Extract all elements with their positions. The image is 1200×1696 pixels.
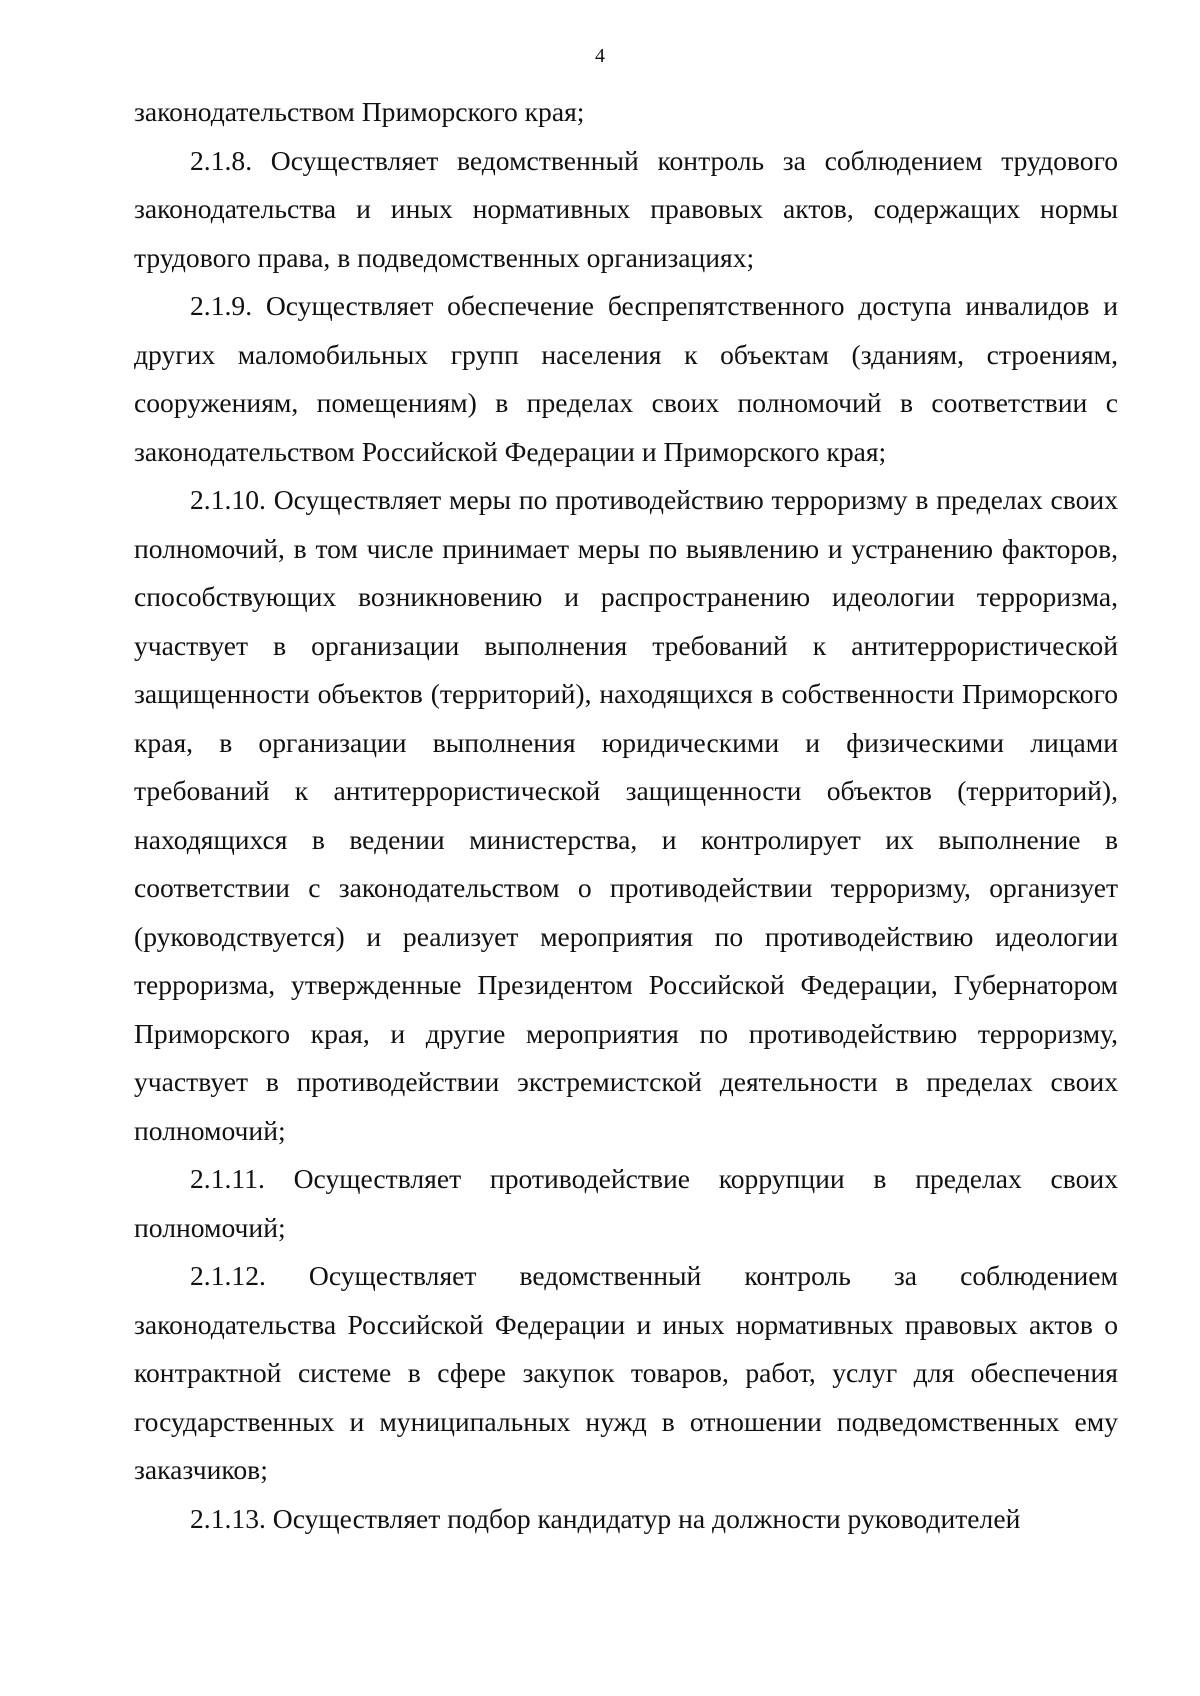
paragraph-2-1-10: 2.1.10. Осуществляет меры по противодействию терроризму в пределах своих полномочий, в том числе принимает меры по выявлению и устранению факторов, способствующих возникновению и распространению идеологии терроризма, участвует в организации выполнения требований к антитеррористической защищенности объектов (территорий), находящихся в собственности Приморского края, в организации выполнения юридическими и физическими лицами требований к антитеррористической защищенности объектов (территорий), находящихся в ведении министерства, и контролирует их выполнение в соответствии с законодательством о противодействии терроризму, организует (руководствуется) и реализует мероприятия по противодействию идеологии терроризма, утвержденные Президентом Российской Федерации, Губернатором Приморского края, и другие мероприятия по противодействию терроризму, участвует в противодействии экстремистской деятельности в пределах своих полномочий; — [134, 484, 1118, 1146]
paragraph-2-1-9: 2.1.9. Осуществляет обеспечение беспрепятственного доступа инвалидов и других маломобильных групп населения к объектам (зданиям, строениям, сооружениям, помещениям) в пределах своих полномочий в соответствии с законодательством Российской Федерации и Приморского края; — [134, 290, 1118, 467]
document-body — [134, 88, 1118, 1543]
page-number: 4 — [595, 45, 605, 67]
paragraph-2-1-12: 2.1.12. Осуществляет ведомственный контроль за соблюдением законодательства Российской Федерации и иных нормативных правовых актов о контрактной системе в сфере закупок товаров, работ, услуг для обеспечения государственных и муниципальных нужд в отношении подведомственных ему заказчиков; — [134, 1260, 1118, 1485]
paragraph-continuation: законодательством Приморского края; — [134, 96, 585, 127]
paragraph-2-1-13: 2.1.13. Осуществляет подбор кандидатур на должности руководителей — [190, 1502, 1021, 1534]
paragraph-2-1-11: 2.1.11. Осуществляет противодействие коррупции в пределах своих полномочий; — [134, 1163, 1118, 1243]
paragraph-2-1-8: 2.1.8. Осуществляет ведомственный контроль за соблюдением трудового законодательства и иных нормативных правовых актов, содержащих нормы трудового права, в подведомственных организациях; — [134, 144, 1118, 273]
